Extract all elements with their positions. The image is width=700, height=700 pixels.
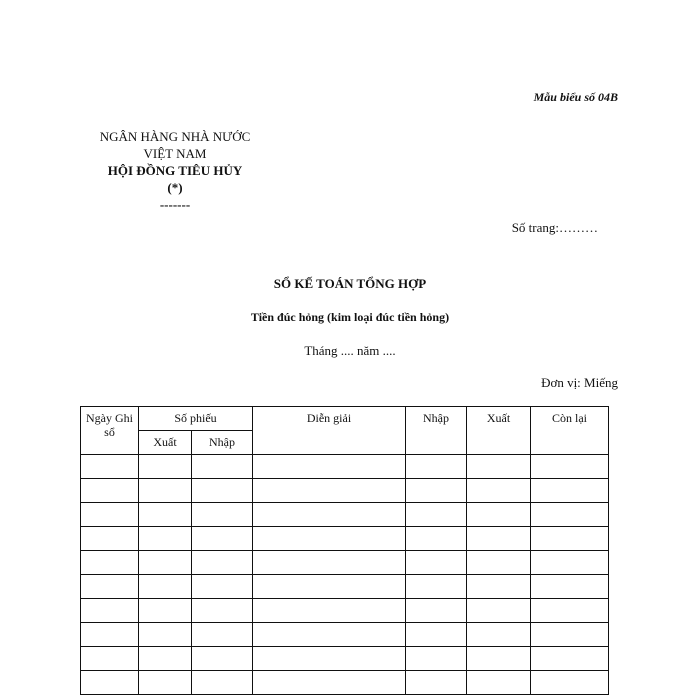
page-number-label: Số trang:……… bbox=[511, 220, 598, 235]
table-row bbox=[81, 671, 609, 695]
table-cell bbox=[406, 527, 467, 551]
table-cell bbox=[139, 455, 192, 479]
table-cell bbox=[192, 479, 253, 503]
table-row bbox=[81, 527, 609, 551]
table-cell bbox=[253, 623, 406, 647]
table-row bbox=[81, 623, 609, 647]
table-cell bbox=[139, 527, 192, 551]
ledger-table bbox=[80, 406, 609, 695]
table-row bbox=[81, 575, 609, 599]
table-cell bbox=[406, 455, 467, 479]
table-cell bbox=[467, 647, 531, 671]
table-cell bbox=[192, 503, 253, 527]
table-cell bbox=[139, 623, 192, 647]
table-row bbox=[81, 455, 609, 479]
table-cell bbox=[531, 623, 609, 647]
org-line-2: VIỆT NAM bbox=[143, 146, 207, 161]
table-cell bbox=[139, 599, 192, 623]
col-header-voucher-no: Số phiếu bbox=[139, 407, 253, 431]
table-cell bbox=[467, 575, 531, 599]
table-cell bbox=[406, 623, 467, 647]
table-cell bbox=[531, 599, 609, 623]
org-line-1: NGÂN HÀNG NHÀ NƯỚC bbox=[99, 129, 251, 144]
org-divider: ------- bbox=[159, 197, 191, 212]
table-cell bbox=[531, 479, 609, 503]
col-header-import: Nhập bbox=[406, 407, 467, 455]
table-cell bbox=[81, 503, 139, 527]
table-cell bbox=[192, 623, 253, 647]
col-header-export: Xuất bbox=[467, 407, 531, 455]
table-cell bbox=[253, 503, 406, 527]
table-cell bbox=[81, 527, 139, 551]
table-cell bbox=[81, 575, 139, 599]
table-cell bbox=[531, 503, 609, 527]
table-cell bbox=[531, 575, 609, 599]
table-cell bbox=[467, 551, 531, 575]
table-cell bbox=[139, 575, 192, 599]
table-cell bbox=[192, 575, 253, 599]
table-cell bbox=[192, 455, 253, 479]
table-cell bbox=[81, 599, 139, 623]
document-subtitle: Tiền đúc hỏng (kim loại đúc tiền hỏng) bbox=[250, 310, 450, 324]
table-cell bbox=[531, 527, 609, 551]
table-row bbox=[81, 551, 609, 575]
table-cell bbox=[406, 503, 467, 527]
table-cell bbox=[81, 479, 139, 503]
table-cell bbox=[253, 455, 406, 479]
table-cell bbox=[467, 479, 531, 503]
table-cell bbox=[139, 671, 192, 695]
document-title: SỔ KẾ TOÁN TỔNG HỢP bbox=[273, 276, 427, 291]
table-cell bbox=[531, 671, 609, 695]
table-cell bbox=[139, 479, 192, 503]
col-header-voucher-out: Xuất bbox=[139, 431, 192, 455]
table-cell bbox=[253, 671, 406, 695]
table-cell bbox=[467, 527, 531, 551]
table-cell bbox=[81, 623, 139, 647]
table-cell bbox=[253, 575, 406, 599]
org-line-4: (*) bbox=[167, 180, 183, 195]
col-header-date: Ngày Ghi sổ bbox=[81, 407, 139, 455]
table-row bbox=[81, 647, 609, 671]
table-cell bbox=[139, 503, 192, 527]
table-cell bbox=[531, 551, 609, 575]
table-cell bbox=[406, 599, 467, 623]
table-cell bbox=[192, 671, 253, 695]
table-row bbox=[81, 503, 609, 527]
table-cell bbox=[192, 527, 253, 551]
table-cell bbox=[81, 455, 139, 479]
col-header-description: Diễn giải bbox=[253, 407, 406, 455]
table-cell bbox=[467, 599, 531, 623]
ledger-body bbox=[81, 455, 609, 695]
col-header-voucher-in: Nhập bbox=[192, 431, 253, 455]
table-cell bbox=[531, 647, 609, 671]
unit-label: Đơn vị: Miếng bbox=[541, 375, 618, 390]
table-cell bbox=[81, 647, 139, 671]
table-cell bbox=[467, 623, 531, 647]
issuing-organization bbox=[80, 128, 270, 213]
table-cell bbox=[139, 647, 192, 671]
table-cell bbox=[467, 455, 531, 479]
table-cell bbox=[467, 503, 531, 527]
period-line: Tháng .... năm .... bbox=[304, 343, 396, 358]
table-cell bbox=[406, 575, 467, 599]
table-cell bbox=[253, 527, 406, 551]
table-cell bbox=[192, 599, 253, 623]
table-row bbox=[81, 599, 609, 623]
table-cell bbox=[531, 455, 609, 479]
table-cell bbox=[253, 551, 406, 575]
col-header-balance: Còn lại bbox=[531, 407, 609, 455]
table-cell bbox=[192, 551, 253, 575]
table-row bbox=[81, 479, 609, 503]
table-cell bbox=[406, 551, 467, 575]
table-cell bbox=[253, 599, 406, 623]
table-cell bbox=[406, 647, 467, 671]
form-code: Mẫu biểu số 04B bbox=[533, 90, 618, 104]
table-cell bbox=[81, 551, 139, 575]
table-cell bbox=[139, 551, 192, 575]
table-cell bbox=[81, 671, 139, 695]
table-cell bbox=[253, 647, 406, 671]
table-cell bbox=[406, 671, 467, 695]
table-cell bbox=[253, 479, 406, 503]
table-cell bbox=[192, 647, 253, 671]
table-cell bbox=[406, 479, 467, 503]
org-line-3: HỘI ĐỒNG TIÊU HỦY bbox=[107, 163, 243, 178]
table-cell bbox=[467, 671, 531, 695]
